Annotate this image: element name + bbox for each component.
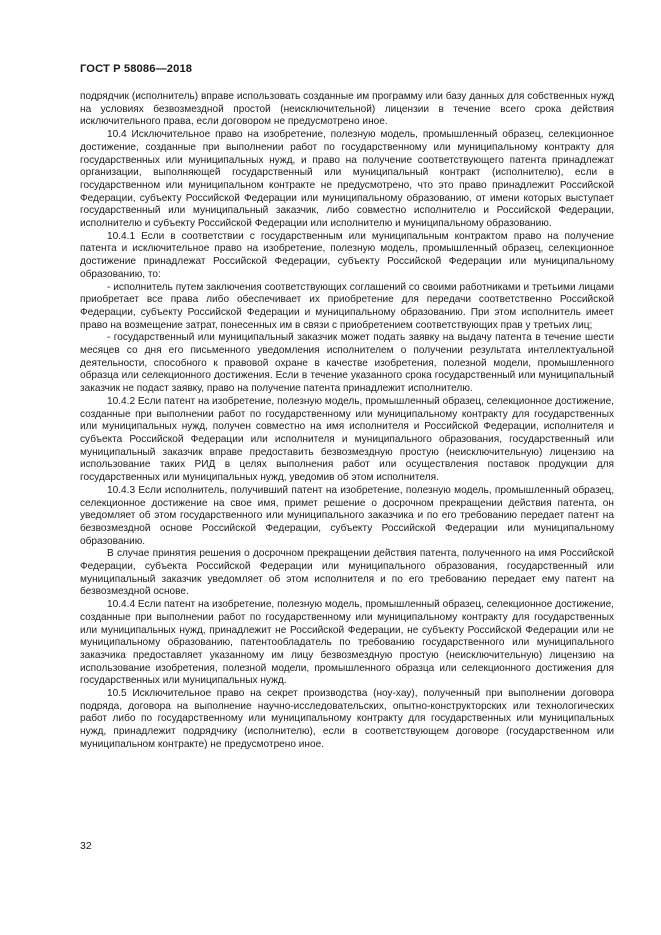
paragraph-10-4-2: 10.4.2 Если патент на изобретение, полезную модель, промышленный образец, селекционное достижение, созданные при выполнении работ по государственному или муниципальному контракту для государственных или муниципальных нужд, получен совместно на имя исполнителя и Российской Федерации, исполнителя и субъекта Российской Федерации или исполнителя и муниципального образования, государственный или муниципальный заказчик вправе предоставить безвозмездную простую (неисключительную) лицензию на использование таких РИД в целях выполнения работ или осуществления поставок продукции для государственных или муниципальных нужд, уведомив об этом исполнителя. (80, 395, 614, 484)
paragraph-10-4: 10.4 Исключительное право на изобретение, полезную модель, промышленный образец, селекционное достижение, созданные при выполнении работ по государственному или муниципальному контракту для государственных или муниципальных нужд, и право на получение соответствующего патента принадлежат организации, выполняющей государственный или муниципальный контракт (исполнителю), если в государственном или муниципальном контракте не предусмотрено, что это право принадлежит Российской Федерации, субъекту Российской Федерации или муниципальному образованию, от имени которых выступает государственный или муниципальный заказчик, либо совместно исполнителю и Российской Федерации, исполнителю и субъекту Российской Федерации или исполнителю и муниципальному образованию. (80, 129, 614, 230)
paragraph-10-4-1: 10.4.1 Если в соответствии с государственным или муниципальным контрактом право на получение патента и исключительное право на изобретение, полезную модель, промышленный образец, селекционное достижение принадлежат Российской Федерации, субъекту Российской Федерации или муниципальному образованию, то: (80, 230, 614, 280)
paragraph-10-4-1-item-1: - исполнитель путем заключения соответствующих соглашений со своими работниками и третьими лицами приобретает все права либо обеспечивает их приобретение для передачи соответственно Российской Федерации, субъекту Российской Федерации и муниципальному образованию. При этом исполнитель имеет право на возмещение затрат, понесенных им в связи с приобретением соответствующих прав у третьих лиц; (80, 281, 614, 331)
page-number: 32 (80, 840, 92, 852)
document-header: ГОСТ Р 58086—2018 (80, 63, 193, 75)
document-body (80, 91, 614, 752)
paragraph-10-4-3-cont: В случае принятия решения о досрочном прекращении действия патента, полученного на имя Российской Федерации, субъекта Российской Федерации или муниципального образования, государственный или муниципальный заказчик уведомляет об этом исполнителя и по его требованию передает ему патент на безвозмездной основе. (80, 548, 614, 598)
paragraph-10-5: 10.5 Исключительное право на секрет производства (ноу-хау), полученный при выполнении договора подряда, договора на выполнение научно-исследовательских, опытно-конструкторских или технологических работ либо по государственному или муниципальному контракту для государственных или муниципальных нужд, принадлежит подрядчику (исполнителю), если в соответствующем договоре (государственном или муниципальном контракте) не предусмотрено иное. (80, 688, 614, 750)
paragraph-10-4-3: 10.4.3 Если исполнитель, получивший патент на изобретение, полезную модель, промышленный образец, селекционное достижение на свое имя, примет решение о досрочном прекращении действия патента, он уведомляет об этом государственного или муниципального заказчика и по его требованию передает патент на безвозмездной основе Российской Федерации, субъекту Российской Федерации или муниципальному образованию. (80, 484, 614, 547)
paragraph-10-4-4: 10.4.4 Если патент на изобретение, полезную модель, промышленный образец, селекционное достижение, созданные при выполнении работ по государственному или муниципальному контракту для государственных или муниципальных нужд, принадлежит не Российской Федерации, не субъекту Российской Федерации или не муниципальному образованию, патентообладатель по требованию государственного или муниципального заказчика предоставляет указанному им лицу безвозмездную простую (неисключительную) лицензию на использование изобретения, полезной модели, промышленного образца или селекционного достижения для государственных или муниципальных нужд. (80, 599, 614, 687)
paragraph-continuation: подрядчик (исполнитель) вправе использовать созданные им программу или базу данных для собственных нужд на условиях безвозмездной простой (неисключительной) лицензии в течение всего срока действия исключительного права, если договором не предусмотрено иное. (80, 91, 614, 128)
paragraph-10-4-1-item-2: - государственный или муниципальный заказчик может подать заявку на выдачу патента в течение шести месяцев со дня его письменного уведомления исполнителем о получении результата интеллектуальной деятельности, способного к правовой охране в качестве изобретения, полезной модели, промышленного образца или селекционного достижения. Если в течение указанного срока государственный или муниципальный заказчик не подаст заявку, право на получение патента принадлежит исполнителю. (80, 332, 614, 395)
